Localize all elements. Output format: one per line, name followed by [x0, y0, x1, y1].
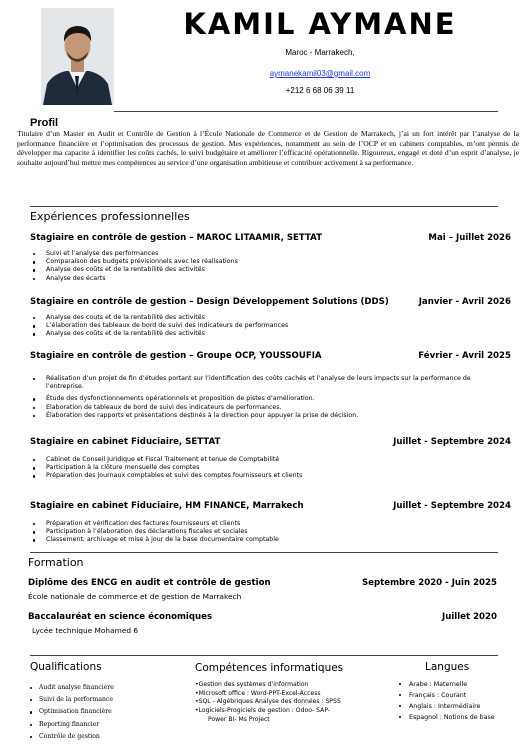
list-item: Contrôle de gestion — [30, 731, 180, 743]
formation-divider — [30, 655, 498, 656]
degree-2-school: Lycée technique Mohamed 6 — [32, 626, 139, 635]
experiences-heading: Expériences professionnelles — [30, 210, 190, 223]
list-item: Comparaison des budgets prévisionnels avec les réalisations — [30, 258, 500, 266]
degree-2-date: Juillet 2020 — [442, 612, 497, 622]
job-4-title: Stagiaire en cabinet Fiduciaire, SETTAT — [30, 437, 221, 447]
langues-heading: Langues — [425, 661, 470, 673]
job-2-tasks — [30, 314, 500, 339]
job-5-tasks — [30, 520, 500, 545]
experiences-divider — [30, 552, 498, 553]
job-3-title: Stagiaire en contrôle de gestion – Groupe OCP, YOUSSOUFIA — [30, 351, 322, 361]
job-3-tasks — [30, 375, 490, 420]
list-item: Analyse des couts et de la rentabilité des activités — [30, 314, 500, 322]
formation-heading: Formation — [28, 556, 84, 569]
job-5-date: Juillet - Septembre 2024 — [393, 501, 511, 511]
job-2-title: Stagiaire en contrôle de gestion – Design Développement Solutions (DDS) — [30, 297, 389, 307]
degree-1-date: Septembre 2020 - Juin 2025 — [361, 578, 497, 588]
list-item: Audit analyse financière — [30, 682, 180, 694]
job-5-title: Stagiaire en cabinet Fiduciaire, HM FINANCE, Marrakech — [30, 501, 304, 511]
list-item: Préparation des journaux comptables et suivi des comptes fournisseurs et clients — [30, 472, 500, 480]
profil-heading: Profil — [30, 117, 59, 129]
degree-2-title: Baccalauréat en science économiques — [28, 612, 213, 622]
list-item: Anglais : Intermédiaire — [398, 701, 526, 712]
email-link[interactable]: aymanekamil03@gmail.com — [269, 69, 371, 78]
list-item: Étude des dysfonctionnements opérationnels et proposition de pistes d’amélioration. — [30, 395, 490, 403]
job-3-date: Février - Avril 2025 — [418, 351, 511, 361]
list-item: Suivi et l’analyse des performances — [30, 250, 500, 258]
qualifications-heading: Qualifications — [30, 661, 102, 673]
list-item: •Gestion des systèmes d’information — [195, 681, 309, 688]
langues-list — [398, 679, 526, 723]
competences-list — [195, 681, 390, 725]
list-item: Préparation et vérification des factures fournisseurs et clients — [30, 520, 500, 528]
list-item: Optimisation financière — [30, 706, 180, 718]
list-item: Arabe : Maternelle — [398, 679, 526, 690]
location-text: Maroc - Marrakech, — [285, 48, 355, 57]
qualifications-list — [30, 682, 180, 743]
list-item: Élaboration des rapports et présentations destinés à la direction pour appuyer la prise de décision. — [30, 412, 490, 420]
profil-divider — [30, 206, 498, 207]
list-item: Réalisation d’un projet de fin d’études portant sur l’identification des coûts cachés et l’analyse de leurs impacts sur la performance de l’entreprise. — [30, 375, 490, 391]
job-1-date: Mai – Juillet 2026 — [428, 233, 511, 243]
job-4-date: Juillet - Septembre 2024 — [393, 437, 511, 447]
list-item: Cabinet de Conseil Juridique et Fiscal Traitement et tenue de Comptabilité — [30, 456, 500, 464]
job-1-title: Stagiaire en contrôle de gestion – MAROC LITAAMIR, SETTAT — [30, 233, 323, 243]
degree-1-school: École nationale de commerce et de gestion de Marrakech — [28, 592, 242, 601]
list-item: Suivi de la performance — [30, 694, 180, 706]
phone-text: +212 6 68 06 39 11 — [285, 86, 355, 95]
profile-photo — [41, 8, 114, 105]
list-item: Elaboration de tableaux de bord de suivi des indicateurs de performances. — [30, 404, 490, 412]
competences-heading: Compétences informatiques — [195, 662, 344, 674]
list-item: •Logiciels-Progiciels de gestion : Odoo- SAP- — [195, 707, 331, 715]
header-divider — [114, 111, 498, 112]
list-item: Analyse des écarts — [30, 275, 500, 283]
list-item: Analyse des coûts et de la rentabilité des activités — [30, 266, 500, 274]
profil-text: Titulaire d’un Master en Audit et Contrôle de Gestion à l’École Nationale de Commerce et de Gestion de Marrakech, j’ai un fort intérêt par l’analyse de la performance financière et l’optimisation des processus de gestion. Mes expériences, notamment au sein de l’OCP et en cabinets comptables, m’ont permis de développer ma capacite à identifier les coûts cachés, le suivi budgétaire et améliorer l’efficacité opérationnelle. Rigoureux, engagé et doté d’un esprit d’analyse, je souhaite aujourd’hui mettre mes compétences au service d’une organisation ambitieuse et contribuer activement à sa performance. — [17, 129, 519, 167]
list-item: Reporting financier — [30, 719, 180, 731]
list-item: Français : Courant — [398, 690, 526, 701]
candidate-name: KAMIL AYMANE — [183, 7, 457, 41]
list-item: Analyse des coûts et de la rentabilité des activités — [30, 330, 500, 338]
list-item: Power BI- Ms Project — [208, 715, 270, 723]
list-item: Espagnol : Notions de base — [398, 712, 526, 723]
degree-1-title: Diplôme des ENCG en audit et contrôle de gestion — [28, 578, 271, 588]
list-item: •SQL - Algébriques Analyse des données : SPSS — [195, 698, 341, 706]
list-item: Classement, archivage et mise à jour de la base documentaire comptable — [30, 536, 500, 544]
list-item: Participation à l’élaboration des déclarations fiscales et sociales — [30, 528, 500, 536]
job-1-tasks — [30, 250, 500, 283]
list-item: L’élaboration des tableaux de bord de suivi des indicateurs de performances — [30, 322, 500, 330]
list-item: •Microsoft office : Word-PPT-Excel-Access — [195, 689, 321, 697]
job-2-date: Janvier - Avril 2026 — [418, 297, 511, 307]
portrait-image — [41, 8, 114, 105]
job-4-tasks — [30, 456, 500, 481]
list-item: Participation à la clôture mensuelle des comptes — [30, 464, 500, 472]
